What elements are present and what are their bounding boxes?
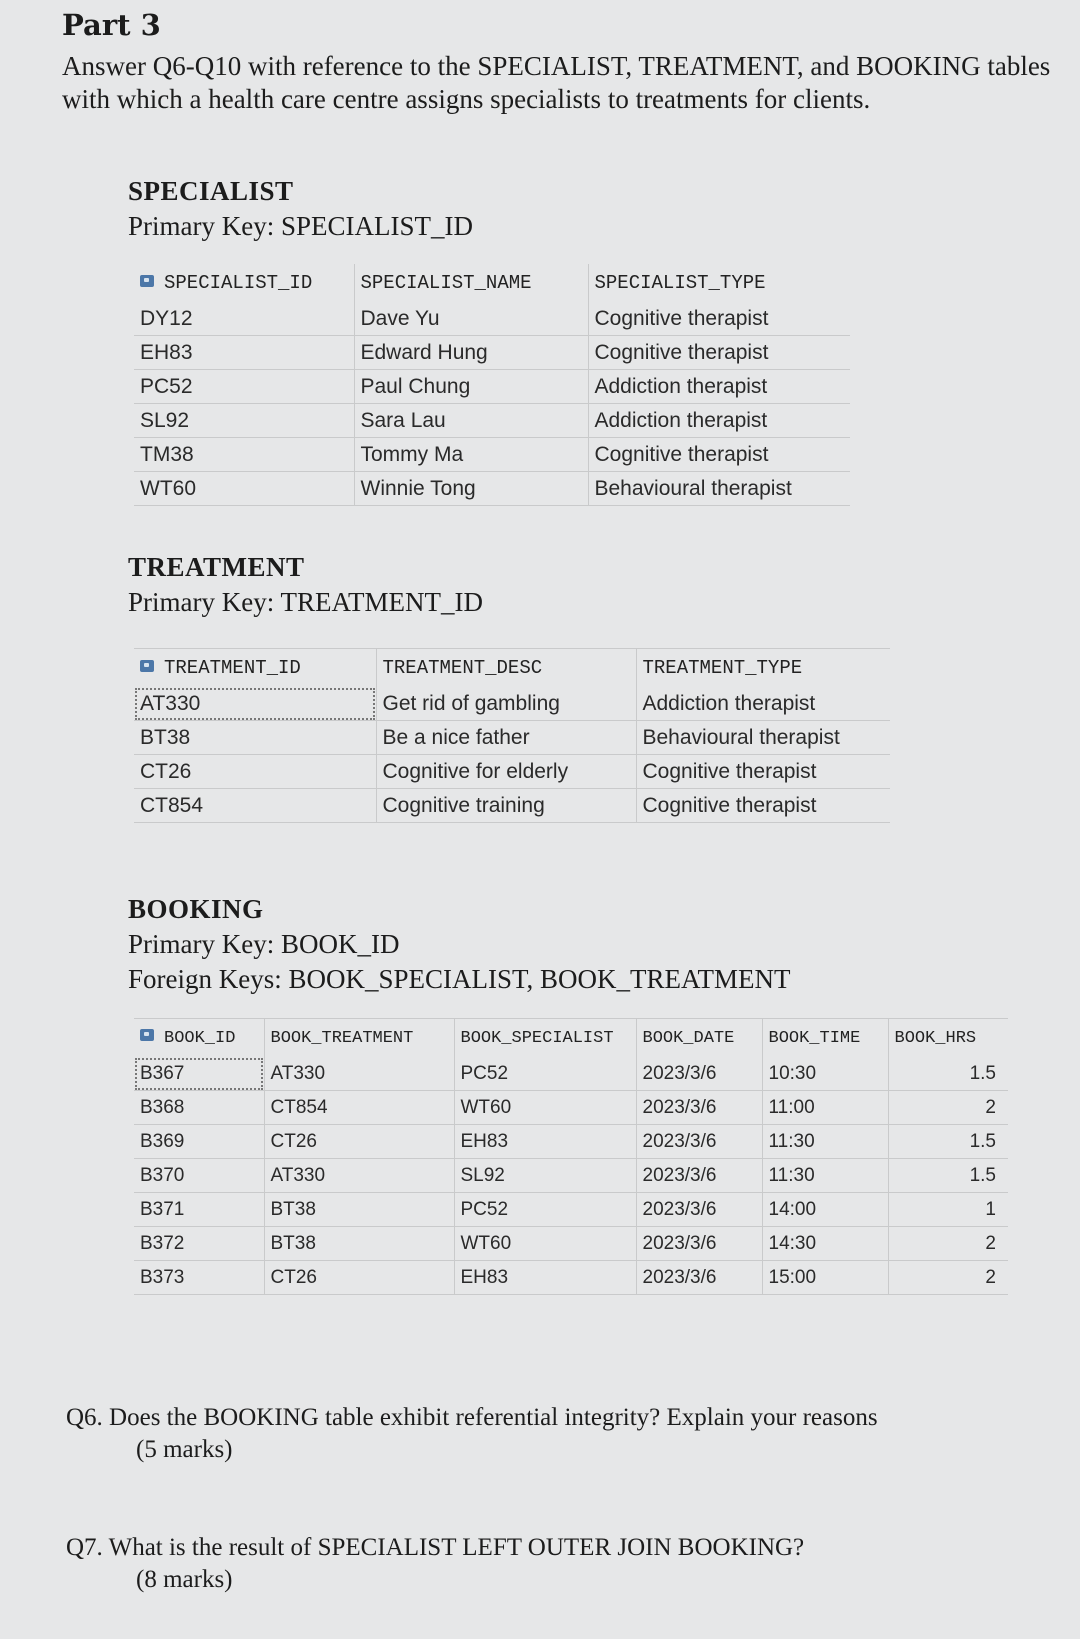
column-header: BOOK_ID [134,1019,264,1058]
table-cell: Edward Hung [354,336,588,370]
column-header: SPECIALIST_TYPE [588,264,850,302]
table-cell: AT330 [264,1159,454,1193]
column-header: BOOK_TREATMENT [264,1019,454,1058]
table-cell: 2 [888,1227,1008,1261]
table-header-row [134,649,890,688]
table-cell: CT26 [264,1125,454,1159]
table-cell: Cognitive therapist [636,789,890,823]
specialist-table [134,264,850,506]
column-header: SPECIALIST_NAME [354,264,588,302]
table-cell: Addiction therapist [588,370,850,404]
table-row [134,1159,1008,1193]
table-cell: 11:30 [762,1159,888,1193]
table-row [134,1193,1008,1227]
table-cell: CT854 [264,1091,454,1125]
table-cell: 14:30 [762,1227,888,1261]
table-cell: Addiction therapist [636,687,890,721]
table-header-row [134,1019,1008,1058]
table-cell: WT60 [134,472,354,506]
table-cell: Cognitive therapist [588,302,850,336]
table-cell: 1.5 [888,1125,1008,1159]
booking-table [134,1018,1008,1295]
table-row [134,404,850,438]
table-cell: Sara Lau [354,404,588,438]
table-cell: 2023/3/6 [636,1091,762,1125]
table-cell: Addiction therapist [588,404,850,438]
table-row [134,438,850,472]
table-cell: AT330 [134,687,376,721]
column-header: TREATMENT_ID [134,649,376,688]
table-row [134,789,890,823]
table-cell: Be a nice father [376,721,636,755]
table-cell: CT854 [134,789,376,823]
table-cell: B373 [134,1261,264,1295]
table-cell: B371 [134,1193,264,1227]
column-header: TREATMENT_DESC [376,649,636,688]
booking-section [128,894,791,995]
table-cell: Behavioural therapist [636,721,890,755]
table-row [134,472,850,506]
table-cell: 2023/3/6 [636,1193,762,1227]
column-header: SPECIALIST_ID [134,264,354,302]
treatment-primary-key: Primary Key: TREATMENT_ID [128,587,483,617]
column-header: BOOK_DATE [636,1019,762,1058]
question-text: Q6. Does the BOOKING table exhibit referential integrity? Explain your reasons [66,1404,878,1431]
table-cell: Cognitive therapist [636,755,890,789]
table-cell: BT38 [264,1193,454,1227]
table-row [134,755,890,789]
table-cell: 11:00 [762,1091,888,1125]
table-cell: AT330 [264,1057,454,1091]
primary-key-icon [140,275,154,287]
intro-text: Answer Q6-Q10 with reference to the SPECIALIST, TREATMENT, and BOOKING tables with which a health care centre assigns specialists to treatments for clients. [62,51,1051,114]
table-row [134,687,890,721]
table-cell: B368 [134,1091,264,1125]
table-row [134,302,850,336]
question-text: Q7. What is the result of SPECIALIST LEFT OUTER JOIN BOOKING? [66,1534,805,1561]
table-cell: DY12 [134,302,354,336]
table-cell: 1.5 [888,1057,1008,1091]
table-cell: B369 [134,1125,264,1159]
table-cell: B367 [134,1057,264,1091]
booking-foreign-keys: Foreign Keys: BOOK_SPECIALIST, BOOK_TREATMENT [128,964,791,994]
table-cell: 14:00 [762,1193,888,1227]
table-cell: 2023/3/6 [636,1261,762,1295]
table-cell: Cognitive therapist [588,438,850,472]
column-header: TREATMENT_TYPE [636,649,890,688]
table-cell: BT38 [264,1227,454,1261]
table-cell: PC52 [134,370,354,404]
table-row [134,370,850,404]
treatment-title: TREATMENT [128,552,305,582]
table-cell: EH83 [454,1261,636,1295]
table-cell: 11:30 [762,1125,888,1159]
table-cell: SL92 [454,1159,636,1193]
table-cell: SL92 [134,404,354,438]
table-cell: 10:30 [762,1057,888,1091]
table-row [134,721,890,755]
table-cell: CT26 [264,1261,454,1295]
table-cell: B370 [134,1159,264,1193]
table-cell: 1.5 [888,1159,1008,1193]
question-marks: (8 marks) [136,1566,233,1593]
table-row [134,1261,1008,1295]
column-header: BOOK_SPECIALIST [454,1019,636,1058]
column-header: BOOK_TIME [762,1019,888,1058]
booking-primary-key: Primary Key: BOOK_ID [128,929,400,959]
primary-key-icon [140,1029,154,1041]
table-cell: 2023/3/6 [636,1227,762,1261]
table-row [134,1227,1008,1261]
table-cell: EH83 [454,1125,636,1159]
treatment-section [128,552,483,618]
table-cell: 2023/3/6 [636,1125,762,1159]
table-cell: WT60 [454,1227,636,1261]
table-cell: 1 [888,1193,1008,1227]
table-cell: B372 [134,1227,264,1261]
table-cell: PC52 [454,1057,636,1091]
booking-title: BOOKING [128,894,264,924]
question-q7 [66,1532,1046,1596]
specialist-section [128,176,473,242]
treatment-table [134,648,890,823]
table-row [134,1125,1008,1159]
primary-key-icon [140,660,154,672]
table-cell: Tommy Ma [354,438,588,472]
table-cell: Winnie Tong [354,472,588,506]
table-cell: Behavioural therapist [588,472,850,506]
table-cell: Get rid of gambling [376,687,636,721]
question-marks: (5 marks) [136,1436,233,1463]
table-cell: PC52 [454,1193,636,1227]
column-header: BOOK_HRS [888,1019,1008,1058]
table-row [134,336,850,370]
table-row [134,1091,1008,1125]
table-cell: 15:00 [762,1261,888,1295]
table-cell: Dave Yu [354,302,588,336]
table-header-row [134,264,850,302]
table-cell: 2 [888,1261,1008,1295]
table-cell: TM38 [134,438,354,472]
table-cell: 2023/3/6 [636,1159,762,1193]
table-cell: Cognitive for elderly [376,755,636,789]
table-cell: Cognitive therapist [588,336,850,370]
table-cell: 2023/3/6 [636,1057,762,1091]
table-row [134,1057,1008,1091]
part-title: Part 3 [62,8,161,42]
table-cell: Paul Chung [354,370,588,404]
specialist-primary-key: Primary Key: SPECIALIST_ID [128,211,473,241]
table-cell: Cognitive training [376,789,636,823]
specialist-title: SPECIALIST [128,176,294,206]
table-cell: BT38 [134,721,376,755]
table-cell: CT26 [134,755,376,789]
question-q6 [66,1402,1046,1466]
table-cell: EH83 [134,336,354,370]
table-cell: WT60 [454,1091,636,1125]
table-cell: 2 [888,1091,1008,1125]
